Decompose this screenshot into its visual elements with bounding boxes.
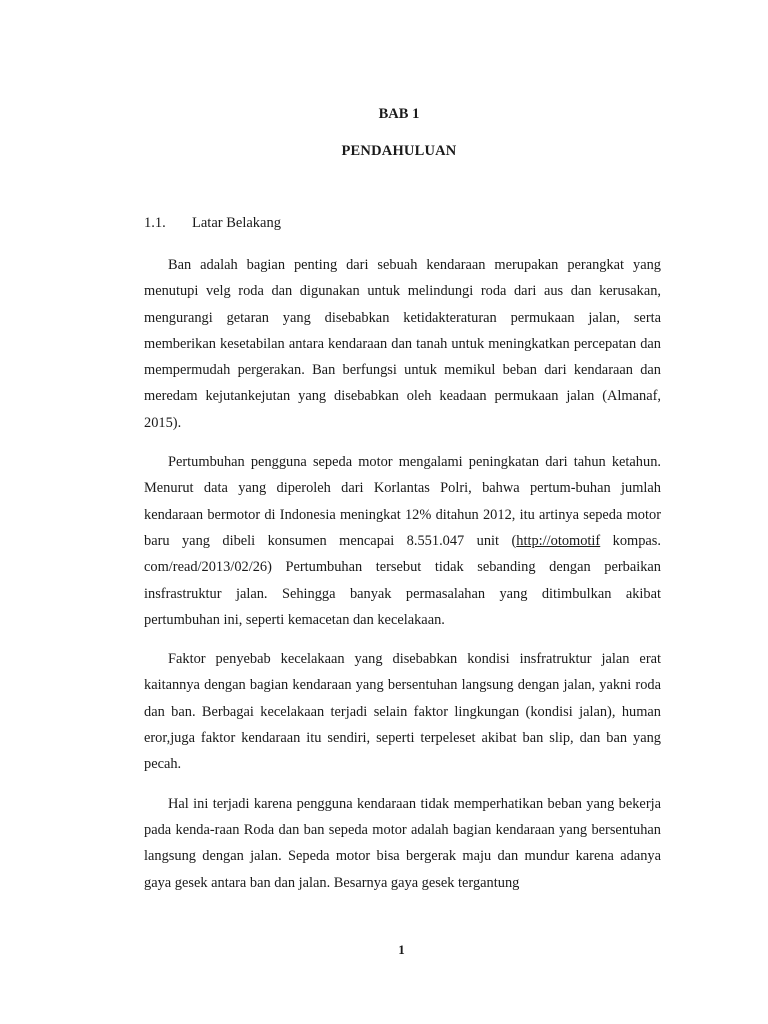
- section-heading: [144, 215, 281, 232]
- paragraph-2-text-after: kompas. com/read/2013/02/26) Pertumbuhan tersebut tidak sebanding dengan perbaikan insfrastruktur jalan. Sehingga banyak permasalahan yang ditimbulkan akibat pertumbuhan ini, seperti kemacetan dan kecelakaan.: [144, 532, 661, 628]
- body-text: [144, 252, 661, 909]
- page-number: 1: [398, 942, 405, 957]
- section-number: 1.1.: [144, 215, 166, 231]
- chapter-title: PENDAHULUAN: [341, 143, 457, 159]
- paragraph-2-text-before: Pertumbuhan pengguna sepeda motor mengalami peningkatan dari tahun ketahun. Menurut data yang diperoleh dari Korlantas Polri, bahwa pertum-buhan jumlah kendaraan bermotor di Indonesia meningkat 12% ditahun 2012, itu artinya sepeda motor baru yang dibeli konsumen mencapai 8.551.047 unit (: [144, 454, 661, 549]
- section-title: Latar Belakang: [192, 215, 281, 231]
- paragraph-2: [144, 449, 661, 633]
- paragraph-4: Hal ini terjadi karena pengguna kendaraan tidak memperhatikan beban yang bekerja pada kenda-raan Roda dan ban sepeda motor adalah bagian kendaraan yang bersentuhan langsung dengan jalan. Sepeda motor bisa bergerak maju dan mundur karena adanya gaya gesek antara ban dan jalan. Besarnya gaya gesek tergantung: [144, 795, 661, 891]
- source-link[interactable]: http://otomotif: [516, 532, 601, 549]
- paragraph-3: Faktor penyebab kecelakaan yang disebabkan kondisi insfratruktur jalan erat kaitannya dengan bagian kendaraan yang bersentuhan langsung dengan jalan, yakni roda dan ban. Berbagai kecelakaan terjadi selain faktor lingkungan (kondisi jalan), human eror,juga faktor kendaraan itu sendiri, seperti terpeleset akibat ban slip, dan ban yang pecah.: [144, 651, 661, 773]
- paragraph-1: Ban adalah bagian penting dari sebuah kendaraan merupakan perangkat yang menutupi velg roda dan digunakan untuk melindungi roda dari aus dan kerusakan, mengurangi getaran yang disebabkan ketidakteraturan permukaan jalan, serta memberikan kesetabilan antara kendaraan dan tanah untuk meningkatkan percepatan dan mempermudah pergerakan. Ban berfungsi untuk memikul beban dari kendaraan dan meredam kejutankejutan yang disebabkan oleh keadaan permukaan jalan (Almanaf, 2015).: [144, 257, 661, 431]
- chapter-number: BAB 1: [378, 106, 420, 122]
